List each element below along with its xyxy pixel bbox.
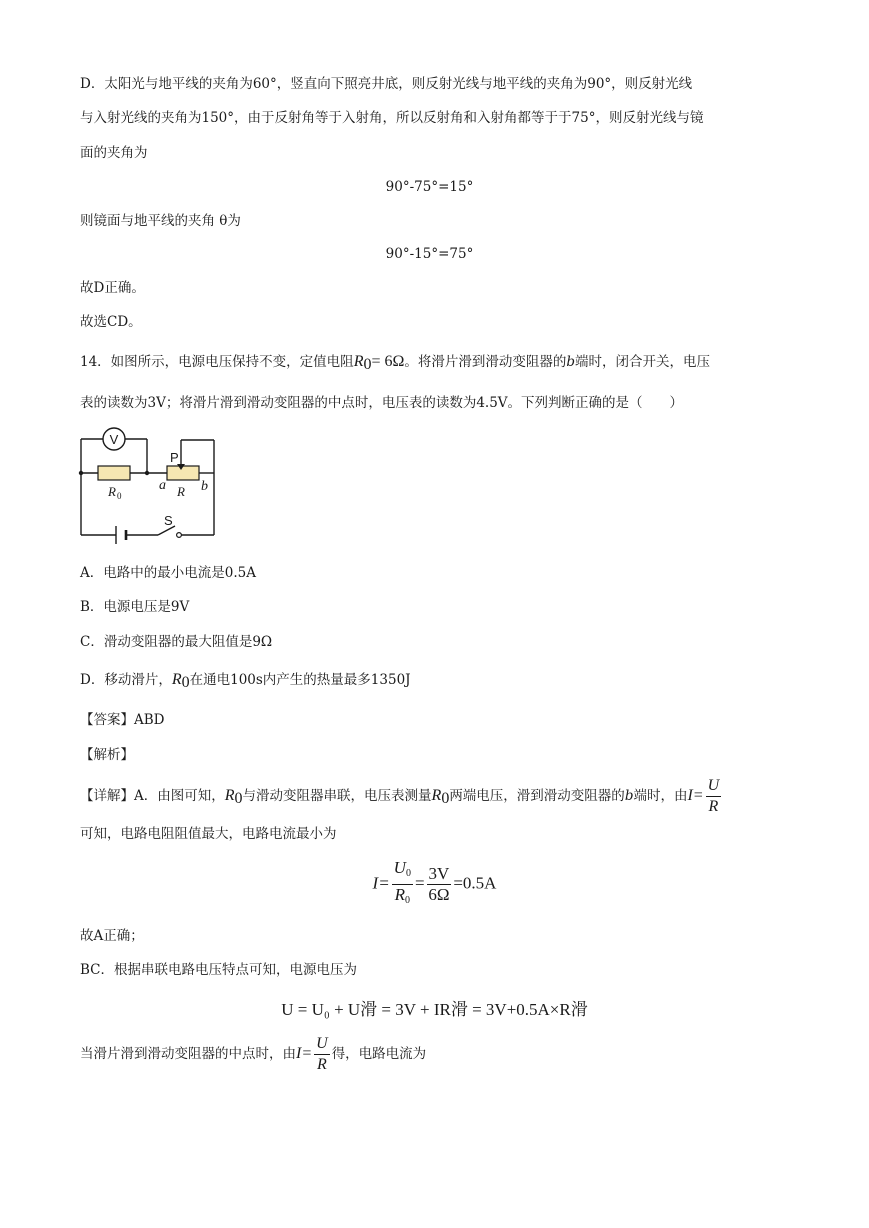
equation: 90°-15°=75° [385, 246, 474, 262]
text-line: 与入射光线的夹角为150°，由于反射角等于入射角，所以反射角和入射角都等于于75°，则反射光线与镜 [80, 110, 704, 126]
text-line: 面的夹角为 [80, 145, 148, 161]
option-a: A．电路中的最小电流是0.5A [80, 565, 256, 581]
option-b: B．电源电压是9V [80, 599, 190, 615]
circuit-diagram [78, 422, 228, 550]
text-line: D．太阳光与地平线的夹角为60°，竖直向下照亮井底，则反射光线与地平线的夹角为90°，则反射光线 [80, 76, 693, 92]
junction-dot [79, 471, 83, 475]
text-line: 故选CD。 [80, 314, 142, 330]
r0-symbol: R [353, 353, 364, 370]
rheostat [167, 466, 199, 480]
current-equation: I= $\frac{U_0}{R_0}$ = $\frac{3V}{6\Omega}$ =0.5A [372, 858, 497, 906]
r0-label: R [108, 484, 116, 499]
answer: 【答案】ABD [80, 712, 165, 728]
junction-dot [145, 471, 149, 475]
rheostat-r-label: R [177, 484, 185, 499]
terminal-b-label: b [201, 479, 208, 494]
resistor-r0 [98, 466, 130, 480]
detail-line-3: 故A正确； [80, 928, 144, 944]
analysis-title: 【解析】 [80, 747, 134, 763]
voltmeter-label: V [109, 432, 119, 447]
switch-label: S [164, 513, 173, 528]
ohm-law-fraction: $\frac{U}{R}$ [707, 777, 720, 815]
question-14-stem-2: 表的读数为3V；将滑片滑到滑动变阻器的中点时，电压表的读数为4.5V。下列判断正确的是（ ） [80, 395, 684, 411]
detail-line-5: 当滑片滑到滑动变阻器的中点时，由I= $\frac{U}{R}$ 得，电路电流为 [80, 1035, 427, 1073]
voltage-equation: U = U₀ + U滑 = 3V + IR滑 = 3V+0.5A×R滑 [281, 1000, 588, 1019]
option-d: D．移动滑片，$R_0$在通电100s内产生的热量最多1350J [80, 671, 411, 691]
text-line: 故D正确。 [80, 280, 145, 296]
question-14-stem: 14．如图所示，电源电压保持不变，定值电阻$R_0= 6\Omega$。将滑片滑到滑动变阻器的b端时，闭合开关，电压 [80, 353, 711, 373]
detail-line-1: 【详解】A．由图可知，$R_0$与滑动变阻器串联，电压表测量$R_0$两端电压，滑到滑动变阻器的b端时，由I= $\frac{U}{R}$ [80, 777, 720, 815]
detail-line-4: BC．根据串联电路电压特点可知，电源电压为 [80, 962, 357, 978]
r0-label-sub: 0 [117, 491, 122, 501]
switch-contact [177, 533, 182, 538]
option-c: C．滑动变阻器的最大阻值是9Ω [80, 634, 273, 650]
slider-label: P [170, 450, 179, 465]
detail-line-2: 可知，电路电阻阻值最大，电路电流最小为 [80, 826, 337, 842]
terminal-a-label: a [159, 478, 166, 493]
equation: 90°-75°=15° [385, 179, 474, 195]
text-line: 则镜面与地平线的夹角 θ为 [80, 213, 241, 229]
